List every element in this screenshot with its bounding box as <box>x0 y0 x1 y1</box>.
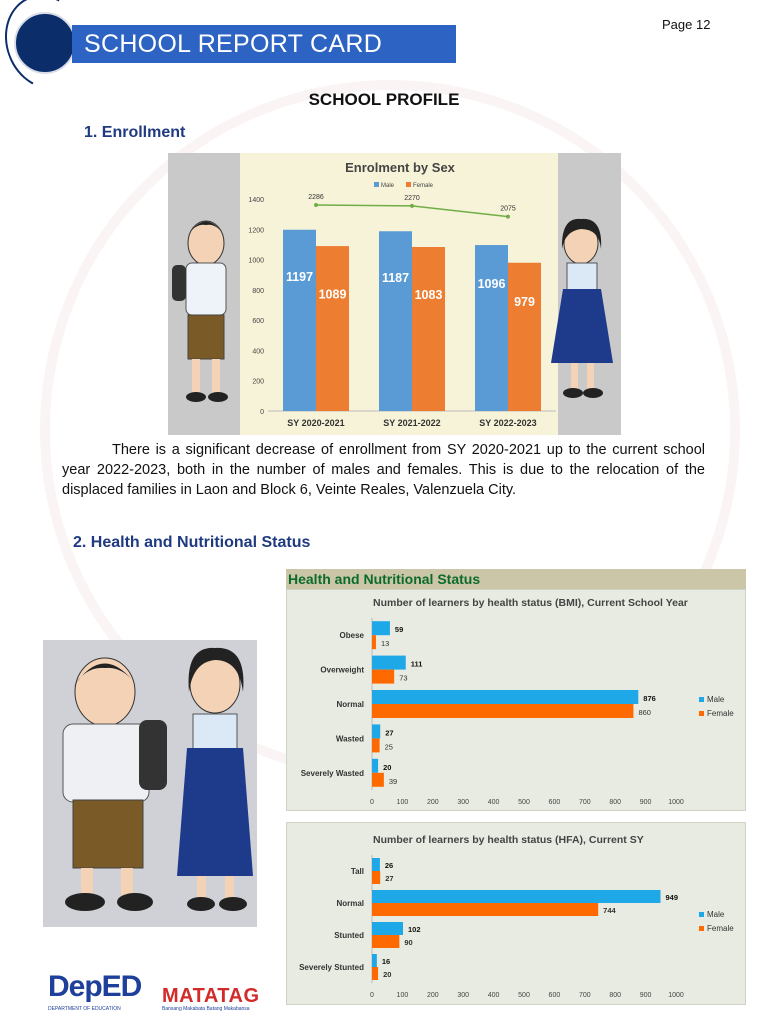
bar-value-label: 102 <box>408 925 421 934</box>
deped-logo <box>48 970 141 1004</box>
girl-student-illustration <box>549 153 621 435</box>
total-value-label: 2286 <box>308 194 324 201</box>
bar-value-label: 16 <box>381 957 391 966</box>
enrollment-chart-panel <box>168 153 621 435</box>
y-tick-label: Stunted <box>334 931 364 940</box>
matatag-logo: MATATAG <box>162 985 260 1007</box>
bar-value-label: 20 <box>383 970 392 979</box>
bar-female <box>372 704 633 718</box>
total-value-label: 2075 <box>500 205 516 213</box>
profile-title: SCHOOL PROFILE <box>308 90 460 109</box>
y-tick-label: Normal <box>336 700 364 709</box>
x-tick-label: 1000 <box>668 992 684 999</box>
legend-swatch-male <box>699 912 704 917</box>
bar-female <box>372 738 380 752</box>
y-tick-label: 0 <box>260 409 264 416</box>
x-tick-label: 900 <box>639 992 652 999</box>
y-tick-label: 1200 <box>248 227 264 235</box>
x-tick-label: 300 <box>457 799 470 806</box>
bar-female <box>372 871 380 884</box>
bar-male <box>372 656 406 670</box>
bar-value-label: 1197 <box>285 270 314 285</box>
y-tick-label: Severely Wasted <box>300 768 364 778</box>
y-tick-label: 200 <box>252 378 264 386</box>
y-tick-label: Tall <box>350 867 364 876</box>
chart-title: Number of learners by health status (BMI), Current School Year <box>373 597 688 609</box>
total-point <box>506 215 510 219</box>
report-title: SCHOOL REPORT CARD <box>72 25 456 63</box>
bar-female <box>372 903 598 916</box>
header-circle-decoration <box>14 12 76 74</box>
legend-swatch-female <box>699 926 704 931</box>
bar-female <box>412 247 445 411</box>
legend-swatch-female <box>699 711 704 716</box>
bar-female <box>372 935 399 948</box>
x-tick-label: 600 <box>548 992 561 999</box>
bar-value-label: 1096 <box>477 276 506 291</box>
y-tick-label: Wasted <box>335 734 364 744</box>
students-illustration <box>43 640 257 927</box>
x-tick-label: SY 2022-2023 <box>479 418 537 428</box>
y-tick-label: 800 <box>252 287 264 295</box>
total-point <box>410 204 414 208</box>
chart-title: Enrolment by Sex <box>345 160 455 175</box>
bar-value-label: 860 <box>638 708 651 717</box>
bar-value-label: 27 <box>385 874 394 883</box>
health-heading: Health and Nutritional Status <box>286 569 746 589</box>
bar-male <box>372 858 380 871</box>
chart-title: Number of learners by health status (HFA), Current SY <box>373 834 644 846</box>
bar-male <box>475 245 508 411</box>
bar-male <box>283 230 316 411</box>
bar-male <box>379 231 412 411</box>
legend-label-female: Female <box>707 709 734 718</box>
bar-female <box>316 246 349 411</box>
x-tick-label: 100 <box>396 799 409 806</box>
bar-value-label: 27 <box>385 728 394 738</box>
x-tick-label: 100 <box>396 992 409 999</box>
x-tick-label: 800 <box>609 992 622 999</box>
x-tick-label: 400 <box>487 799 500 806</box>
x-tick-label: SY 2021-2022 <box>383 418 441 428</box>
hfa-chart <box>287 823 745 1004</box>
bar-female <box>372 773 384 787</box>
y-tick-label: Overweight <box>320 665 364 675</box>
legend-label-female: Female <box>707 924 734 933</box>
x-tick-label: 900 <box>639 799 652 806</box>
bar-female <box>372 635 376 649</box>
x-tick-label: 800 <box>609 799 622 806</box>
y-tick-label: Obese <box>339 631 364 641</box>
deped-logo-text: DepED <box>48 970 142 1003</box>
bar-male <box>372 922 403 935</box>
section-title-enrollment: 1. Enrollment <box>84 124 186 141</box>
bar-value-label: 1187 <box>381 270 410 285</box>
bar-male <box>372 724 380 738</box>
bar-male <box>372 621 390 635</box>
bar-male <box>372 690 638 704</box>
y-tick-label: Severely Stunted <box>299 963 364 972</box>
page-number: Page 12 <box>662 17 711 32</box>
y-tick-label: 400 <box>252 348 264 356</box>
legend-label-male: Male <box>707 910 725 919</box>
chart-legend <box>374 182 434 189</box>
bar-value-label: 949 <box>665 893 679 902</box>
x-tick-label: 700 <box>578 799 591 806</box>
bar-value-label: 1089 <box>318 287 347 302</box>
legend-swatch-male <box>699 697 704 702</box>
x-tick-label: 500 <box>518 992 530 999</box>
hfa-chart-panel <box>286 822 746 1005</box>
section-title-health: 2. Health and Nutritional Status <box>73 534 311 551</box>
bar-value-label: 73 <box>399 673 408 683</box>
bar-value-label: 744 <box>603 906 616 915</box>
students-illustration-drawing <box>43 640 257 927</box>
x-tick-label: 600 <box>548 799 561 806</box>
legend-swatch-male <box>374 182 379 187</box>
x-tick-label: 1000 <box>668 799 684 806</box>
x-tick-label: 200 <box>426 799 439 806</box>
bar-value-label: 39 <box>388 776 398 786</box>
x-tick-label: 0 <box>370 992 374 999</box>
y-tick-label: Normal <box>336 899 364 908</box>
x-tick-label: 300 <box>457 992 470 999</box>
legend-label-male: Male <box>381 183 395 189</box>
deped-logo-subtitle: DEPARTMENT OF EDUCATION <box>48 1006 121 1012</box>
legend-label-male: Male <box>707 695 725 704</box>
y-tick-label: 600 <box>252 318 264 326</box>
x-tick-label: 200 <box>426 992 439 999</box>
bar-value-label: 59 <box>394 625 404 635</box>
y-tick-label: 1000 <box>248 257 264 265</box>
legend-label-female: Female <box>413 183 434 189</box>
x-tick-label: 500 <box>518 799 530 806</box>
matatag-logo-subtitle: Bansang Makabata Batang Makabansa <box>162 1006 250 1012</box>
bar-value-label: 90 <box>404 938 413 947</box>
bar-value-label: 26 <box>384 861 394 870</box>
bar-female <box>372 967 378 980</box>
bar-value-label: 876 <box>643 694 656 703</box>
bar-value-label: 979 <box>514 294 535 309</box>
legend-swatch-female <box>406 182 411 187</box>
bar-value-label: 13 <box>380 639 390 649</box>
bar-male <box>372 890 660 903</box>
bar-value-label: 1083 <box>414 287 443 302</box>
bar-value-label: 25 <box>384 742 393 752</box>
bar-value-label: 111 <box>410 659 423 669</box>
x-tick-label: 400 <box>487 992 500 999</box>
bar-male <box>372 759 378 773</box>
bar-female <box>508 263 541 411</box>
enrollment-chart <box>240 153 558 435</box>
bar-female <box>372 670 394 684</box>
bar-value-label: 20 <box>383 762 392 772</box>
x-tick-label: SY 2020-2021 <box>287 418 345 428</box>
y-tick-label: 1400 <box>248 197 264 204</box>
bmi-chart <box>287 590 745 810</box>
total-value-label: 2270 <box>404 194 420 202</box>
x-tick-label: 0 <box>370 799 374 806</box>
enrollment-paragraph: There is a significant decrease of enrollment from SY 2020-2021 up to the current school year 2022-2023, both in the number of males and females. This is due to the relocation of the displaced families in Laon and Block 6, Veinte Reales, Valenzuela City. <box>62 442 705 498</box>
bmi-chart-panel <box>286 589 746 811</box>
boy-student-illustration <box>168 153 240 435</box>
x-tick-label: 700 <box>578 992 591 999</box>
bar-male <box>372 954 377 967</box>
total-point <box>314 203 318 207</box>
